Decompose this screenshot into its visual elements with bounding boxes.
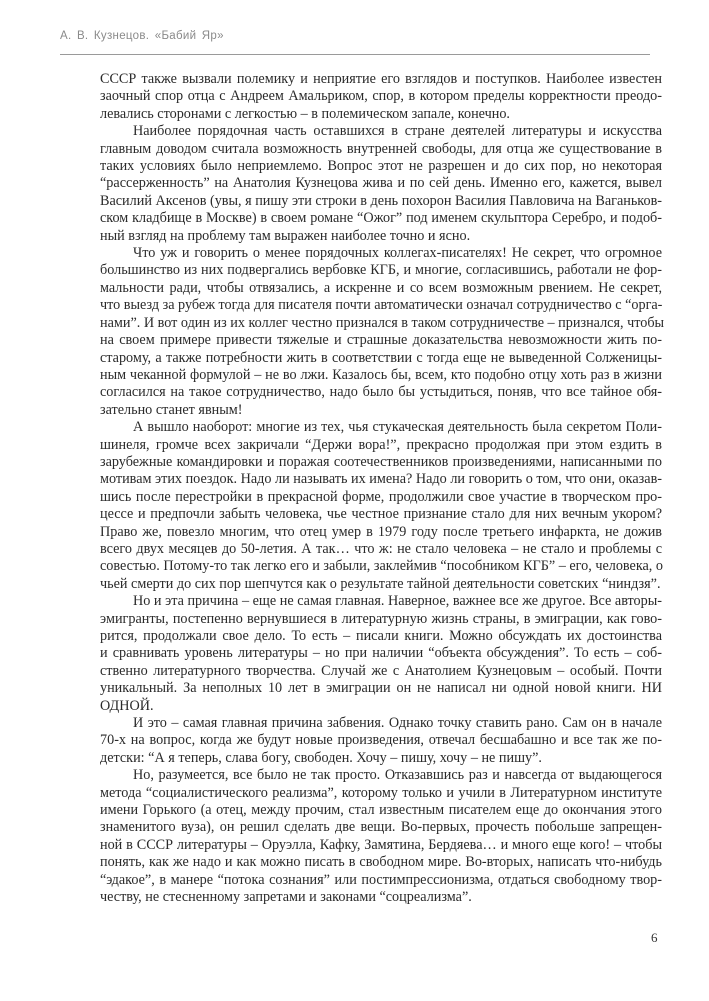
header-rule (60, 54, 650, 55)
text-line: детски: “А я теперь, слава богу, свободен. Хочу – пишу, хочу – не пишу”. (100, 749, 542, 766)
text-line: знаменитого вуза), он решил сделать две вещи. Во-первых, прочесть побольше запрещен- (100, 819, 662, 836)
text-line: Но, разумеется, все было не так просто. Отказавшись раз и навсегда от выдающегося (133, 767, 662, 784)
text-line: эмигранты, постепенно вернувшиеся в литературную жизнь страны, в эмиграции, как гово- (100, 610, 662, 627)
text-line: Но и эта причина – еще не самая главная. Наверное, важнее все же другое. Все авторы- (133, 593, 662, 610)
text-line: на своем примере привести тяжелые и страшные доказательства невозможности жить по- (100, 332, 662, 349)
text-line: совестью. Потому-то так легко его и забыли, заклеймив “пособником КГБ” – его, человека, о (100, 558, 663, 575)
text-line: таких условиях было неприемлемо. Вопрос этот не разрешен и до сих пор, но некоторая (100, 158, 662, 175)
text-line: зательно станет явным! (100, 401, 243, 418)
text-line: рится, продолжали свое дело. То есть – писали книги. Можно обсуждать их достоинства (100, 628, 662, 644)
text-line: Наиболее порядочная часть оставшихся в стране деятелей литературы и искусства (133, 123, 662, 140)
text-line: цессе и предпочли забыть человека, чье честное признание стало для них вечным укором? (100, 506, 662, 523)
text-line: что выезд за рубеж тогда для писателя почти автоматически означал сотрудничество с “орга- (100, 297, 663, 314)
text-line: честву, не стесненному запретами и законами “соцреализма”. (100, 889, 472, 906)
text-line: зарубежные командировки и поражая соотечественников произведениями, написанными по (100, 453, 662, 470)
body-text (100, 71, 665, 907)
text-line: Право же, повезло многим, что отец умер в 1979 году после третьего инфаркта, не дожив (100, 523, 662, 540)
paragraph (100, 123, 662, 245)
text-line: Василий Аксенов (увы, я пишу эти строки в день похорон Василия Павловича на Ваганьков- (100, 192, 662, 209)
text-line: ОДНОЙ. (100, 697, 154, 714)
text-line: Что уж и говорить о менее порядочных коллегах-писателях! Не секрет, что огромное (133, 245, 662, 262)
text-line: главным доводом считала возможность внутренней свободы, для отца же существование в (100, 140, 662, 157)
text-line: согласился на такое сотрудничество, надо было бы устыдиться, поняв, что все тайное обя- (100, 384, 662, 401)
paragraph (100, 593, 662, 715)
text-line: заочный спор отца с Андреем Амальриком, спор, в котором пределы корректности преодо- (100, 88, 662, 105)
text-line: ственно литературного творчества. Случай же с Анатолием Кузнецовым – особый. Почти (100, 662, 662, 679)
text-line: всего двух месяцев до 50-летия. А так… что ж: не стало человека – не стало и проблемы с (100, 540, 662, 557)
text-line: уникальный. За неполных 10 лет в эмиграции он не написал ни одной новой книги. НИ (100, 680, 662, 697)
page-number: 6 (651, 930, 658, 945)
text-line: ным чеканной формулой – не во лжи. Казалось бы, всем, кто подобно отцу хоть раз в жизни (100, 366, 662, 383)
text-line: “эдакое”, в манере “потока сознания” или постимпрессионизма, отдаться свободному твор- (100, 871, 662, 888)
text-line: левались сторонами с легкостью – в полемическом запале, конечно. (100, 105, 510, 122)
text-line: метода “социалистического реализма”, которому только и учили в Литературном институте (100, 784, 662, 801)
text-line: понять, как же надо и как можно писать в свободном мире. Во-вторых, написать что-нибудь (100, 854, 662, 871)
text-line: старому, а также потребности жить в соответствии с тогда еще не выведенной Солженицы- (100, 349, 662, 366)
text-line: чьей смерти до сих пор шепчутся как о результате тайной деятельности советских “ниндзя”. (100, 575, 661, 592)
text-line: ной в СССР литературы – Оруэлла, Кафку, Замятина, Бердяева… и много еще кого! – чтобы (100, 836, 662, 853)
text-line: 70-х на вопрос, когда же будут новые произведения, отвечал бесшабашно и все так же по- (100, 732, 662, 749)
paragraph (100, 715, 662, 767)
text-line: И это – самая главная причина забвения. Однако точку ставить рано. Сам он в начале (133, 715, 662, 732)
paragraph (100, 419, 662, 593)
text-line: нами”. И вот один из их коллег честно признался в таком сотрудничестве – признался, чтобы (100, 314, 665, 331)
text-line: мальности ради, чтобы отвязались, а искренне и со всем возможным рвением. Не секрет, (100, 279, 662, 296)
paragraph (100, 71, 662, 123)
running-head: А. В. Кузнецов. «Бабий Яр» (60, 30, 224, 42)
text-line: шинеля, громче всех закричали “Держи вора!”, прекрасно продолжая при этом ездить в (100, 436, 662, 453)
paragraph (100, 767, 662, 906)
text-line: СССР также вызвали полемику и неприятие его взглядов и поступков. Наиболее известен (100, 71, 662, 87)
paragraph (100, 245, 665, 419)
text-line: “рассерженность” на Анатолия Кузнецова жива и по сей день. Именно его, кажется, вывел (100, 175, 662, 192)
text-line: и сравнивать уровень литературы – но при наличии “объекта обсуждения”. То есть – соб- (100, 645, 662, 662)
text-line: шись после перестройки в прекрасной форме, продолжили свое участие в творческом про- (100, 488, 662, 505)
text-line: большинство из них подвергались вербовке КГБ, и многие, согласившись, работали не фор- (100, 262, 662, 279)
text-line: ный взгляд на проблему там выражен наиболее точно и ясно. (100, 227, 471, 244)
text-line: имени Горького (а отец, между прочим, стал известным писателем еще до окончания этого (100, 802, 662, 819)
text-line: мотивам этих поездок. Надо ли называть их имена? Надо ли говорить о том, что они, оказав- (100, 471, 662, 488)
text-line: А вышло наоборот: многие из тех, чья стукаческая деятельность была секретом Поли- (133, 419, 662, 436)
text-line: ском кладбище в Москве) в своем романе “Ожог” под именем скульптора Серебро, и подоб- (100, 210, 662, 227)
